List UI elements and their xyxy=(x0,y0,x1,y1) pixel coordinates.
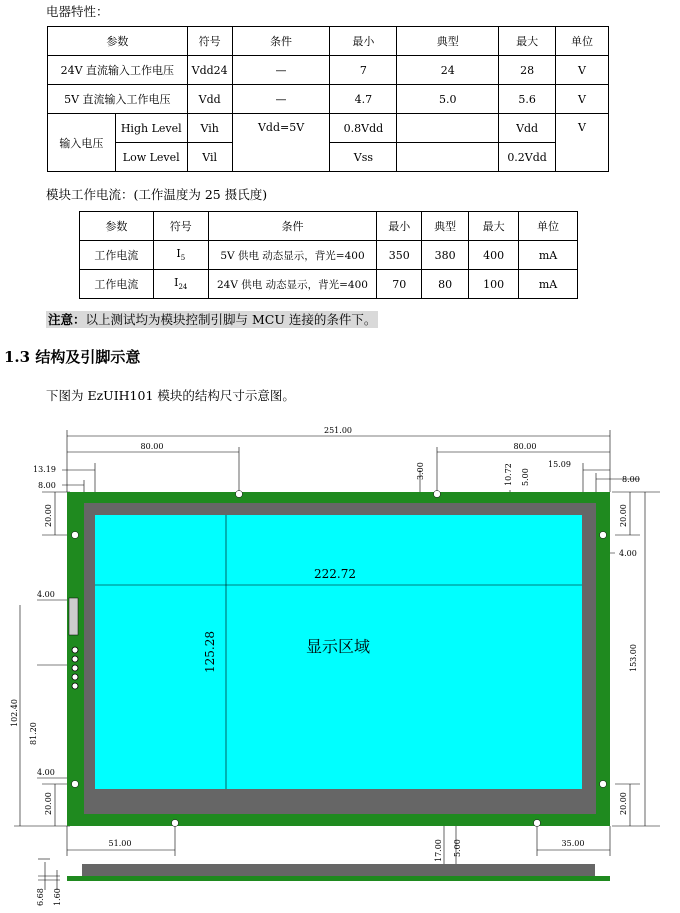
table-cell: — xyxy=(232,56,330,85)
table-cell: 5.6 xyxy=(499,85,556,114)
table-cell: V xyxy=(556,114,609,172)
dim-label: 3.00 xyxy=(416,462,425,480)
dim-label: 4.00 xyxy=(37,590,55,599)
table-cell: 100 xyxy=(469,270,519,299)
header-cell: 参数 xyxy=(80,212,154,241)
dim-label: 15.09 xyxy=(548,460,571,469)
mounting-hole xyxy=(72,781,79,788)
header-cell: 符号 xyxy=(187,27,232,56)
display-area-label: 显示区域 xyxy=(305,637,371,656)
table-cell: — xyxy=(232,85,330,114)
dim-label: 8.00 xyxy=(622,475,640,484)
header-cell: 符号 xyxy=(153,212,208,241)
table-cell: 24 xyxy=(397,56,499,85)
table-cell xyxy=(153,270,208,299)
table-header-row xyxy=(48,27,609,56)
table-cell: Vss xyxy=(330,143,397,172)
note-line xyxy=(46,310,378,328)
table-cell: V xyxy=(556,85,609,114)
dim-label: 20.00 xyxy=(44,504,53,527)
pin-pad xyxy=(72,683,78,689)
table-cell xyxy=(397,114,499,143)
table-cell: Vdd xyxy=(187,85,232,114)
pin-pad xyxy=(72,665,78,671)
table-cell: High Level xyxy=(115,114,187,143)
mounting-hole xyxy=(236,491,243,498)
table-cell: 28 xyxy=(499,56,556,85)
dim-label: 35.00 xyxy=(561,839,585,848)
structure-drawing xyxy=(0,420,680,910)
mounting-hole xyxy=(172,820,179,827)
table-row xyxy=(48,114,609,143)
table-cell: 350 xyxy=(377,241,422,270)
side-view-display xyxy=(82,864,595,876)
table-cell: 5.0 xyxy=(397,85,499,114)
pin-header xyxy=(69,598,78,635)
table-cell: 输入电压 xyxy=(48,114,116,172)
mounting-hole xyxy=(600,781,607,788)
table-cell: 70 xyxy=(377,270,422,299)
symbol-main: I xyxy=(174,276,179,290)
table-cell: 4.7 xyxy=(330,85,397,114)
dim-label: 5.00 xyxy=(453,839,462,857)
dim-label: 8.00 xyxy=(38,481,56,490)
mounting-hole xyxy=(534,820,541,827)
table-cell: Vih xyxy=(187,114,232,143)
header-cell: 条件 xyxy=(208,212,377,241)
pin-pad xyxy=(72,656,78,662)
note-label: 注意： xyxy=(48,312,86,327)
current-spec-table xyxy=(79,211,578,299)
header-cell: 典型 xyxy=(422,212,469,241)
table-cell: 24V 供电 动态显示，背光=400 xyxy=(208,270,377,299)
symbol-sub: 24 xyxy=(178,283,188,292)
table-cell: Vdd xyxy=(499,114,556,143)
dim-label: 80.00 xyxy=(513,442,537,451)
dim-label: 251.00 xyxy=(324,426,352,435)
mounting-hole xyxy=(434,491,441,498)
table-row xyxy=(80,241,578,270)
section-title: 结构及引脚示意 xyxy=(35,348,141,366)
table-cell: 5V 直流输入工作电压 xyxy=(48,85,188,114)
mounting-hole xyxy=(600,532,607,539)
pin-pad xyxy=(72,674,78,680)
dim-label: 5.00 xyxy=(521,468,530,486)
header-cell: 典型 xyxy=(397,27,499,56)
dim-label: 6.68 xyxy=(36,888,45,906)
header-cell: 单位 xyxy=(556,27,609,56)
side-view-pcb xyxy=(67,876,610,881)
active-width-label: 222.72 xyxy=(314,567,356,581)
dim-label: 20.00 xyxy=(44,792,53,815)
table-cell: 400 xyxy=(469,241,519,270)
dim-label: 13.19 xyxy=(33,465,56,474)
symbol-main: I xyxy=(176,247,181,261)
table-cell xyxy=(397,143,499,172)
header-cell: 最大 xyxy=(469,212,519,241)
header-cell: 最小 xyxy=(330,27,397,56)
dim-label: 17.00 xyxy=(434,839,443,862)
table-header-row xyxy=(80,212,578,241)
header-cell: 参数 xyxy=(48,27,188,56)
table-row xyxy=(48,85,609,114)
pin-pad xyxy=(72,647,78,653)
dim-label: 20.00 xyxy=(619,792,628,815)
table-cell: V xyxy=(556,56,609,85)
dim-label: 4.00 xyxy=(37,768,55,777)
header-cell: 单位 xyxy=(519,212,578,241)
dim-label: 51.00 xyxy=(108,839,132,848)
section-current-title: 模块工作电流：(工作温度为 25 摄氏度) xyxy=(46,187,268,202)
table-cell: Vil xyxy=(187,143,232,172)
header-cell: 最大 xyxy=(499,27,556,56)
table-cell: mA xyxy=(519,241,578,270)
table-cell: 7 xyxy=(330,56,397,85)
dim-label: 102.40 xyxy=(10,699,19,727)
table-cell: 380 xyxy=(422,241,469,270)
table-cell xyxy=(153,241,208,270)
electrical-spec-table xyxy=(47,26,609,172)
dim-label: 4.00 xyxy=(619,549,637,558)
dim-label: 80.00 xyxy=(140,442,164,451)
table-row xyxy=(48,56,609,85)
table-cell: 工作电流 xyxy=(80,241,154,270)
table-cell: 80 xyxy=(422,270,469,299)
section-electrical-title: 电器特性： xyxy=(46,4,109,19)
table-row xyxy=(80,270,578,299)
header-cell: 最小 xyxy=(377,212,422,241)
section-intro: 下图为 EzUIH101 模块的结构尺寸示意图。 xyxy=(46,388,295,403)
mounting-hole xyxy=(72,532,79,539)
dim-label: 81.20 xyxy=(29,722,38,745)
header-cell: 条件 xyxy=(232,27,330,56)
dim-label: 1.60 xyxy=(53,888,62,906)
table-cell: 0.2Vdd xyxy=(499,143,556,172)
table-cell: 5V 供电 动态显示，背光=400 xyxy=(208,241,377,270)
table-cell: 工作电流 xyxy=(80,270,154,299)
section-heading xyxy=(4,346,140,367)
table-cell: mA xyxy=(519,270,578,299)
note-text: 以上测试均为模块控制引脚与 MCU 连接的条件下。 xyxy=(85,312,377,327)
table-cell: Vdd=5V xyxy=(232,114,330,172)
symbol-sub: 5 xyxy=(180,254,186,263)
table-cell: Low Level xyxy=(115,143,187,172)
table-cell: Vdd24 xyxy=(187,56,232,85)
dim-label: 10.72 xyxy=(504,463,513,486)
section-number: 1.3 xyxy=(4,348,31,366)
dim-label: 153.00 xyxy=(629,644,638,672)
active-height-label: 125.28 xyxy=(203,631,217,673)
dim-label: 20.00 xyxy=(619,504,628,527)
table-cell: 0.8Vdd xyxy=(330,114,397,143)
table-cell: 24V 直流输入工作电压 xyxy=(48,56,188,85)
